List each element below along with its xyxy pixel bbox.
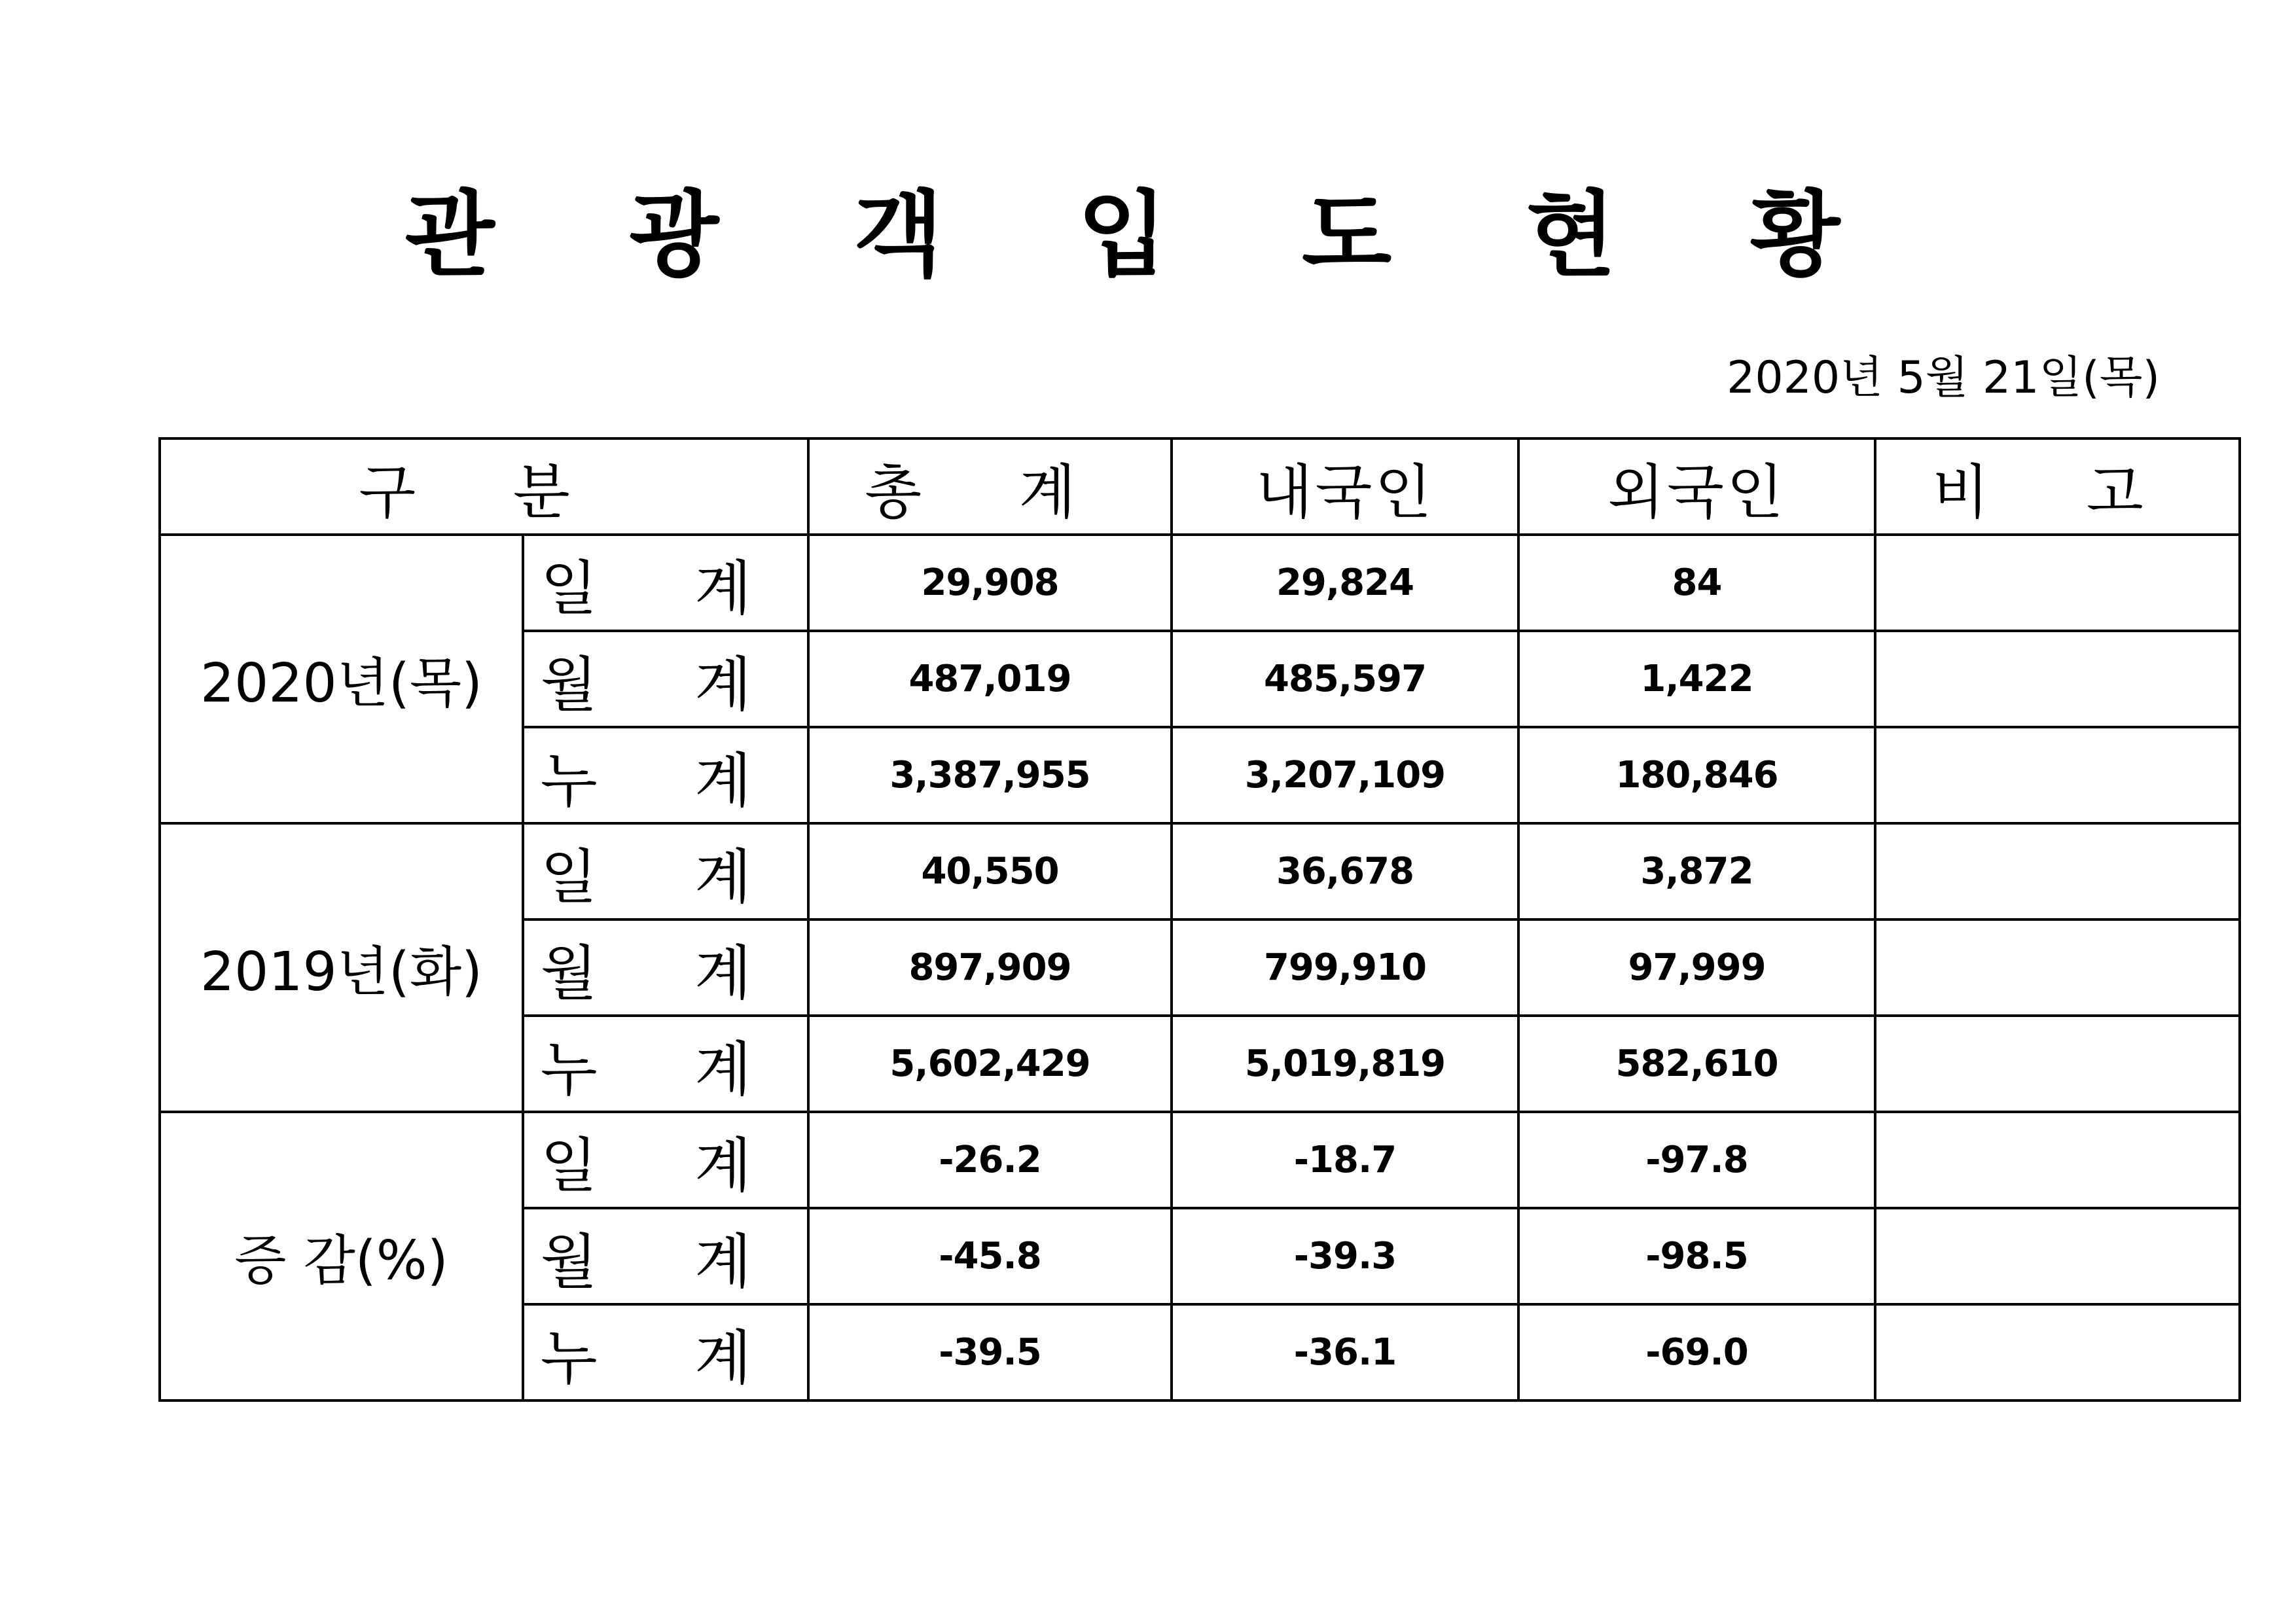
cell-domestic: 3,207,109 [1172,727,1518,823]
cell-domestic: -39.3 [1172,1208,1518,1304]
cell-domestic: 5,019,819 [1172,1016,1518,1112]
cell-domestic: -36.1 [1172,1304,1518,1400]
cell-domestic: 36,678 [1172,823,1518,919]
cell-remarks [1875,823,2240,919]
cell-remarks [1875,727,2240,823]
cell-foreign: 180,846 [1518,727,1875,823]
cell-domestic: 29,824 [1172,535,1518,631]
cell-domestic: -18.7 [1172,1112,1518,1208]
page-title: 관 광 객 입 도 현 황 [404,181,1892,289]
cell-total: -45.8 [808,1208,1172,1304]
cell-remarks [1875,1112,2240,1208]
cell-remarks [1875,631,2240,727]
cell-domestic: 485,597 [1172,631,1518,727]
group-label-change: 증 감(%) [160,1112,523,1400]
cell-remarks [1875,1016,2240,1112]
cell-total: 487,019 [808,631,1172,727]
header-total: 총 계 [808,438,1172,535]
table-row [160,535,2240,631]
cell-foreign: -69.0 [1518,1304,1875,1400]
cell-foreign: 97,999 [1518,919,1875,1016]
cell-domestic: 799,910 [1172,919,1518,1016]
row-label: 월 계 [523,631,808,727]
cell-total: 40,550 [808,823,1172,919]
row-label: 일 계 [523,535,808,631]
cell-foreign: 1,422 [1518,631,1875,727]
cell-total: -26.2 [808,1112,1172,1208]
table-header-row [160,438,2240,535]
cell-foreign: 84 [1518,535,1875,631]
cell-foreign: -98.5 [1518,1208,1875,1304]
report-date: 2020년 5월 21일(목) [1727,352,2160,404]
cell-total: 29,908 [808,535,1172,631]
row-label: 일 계 [523,823,808,919]
group-label-2019: 2019년(화) [160,823,523,1112]
cell-total: 897,909 [808,919,1172,1016]
header-foreign: 외국인 [1518,438,1875,535]
row-label: 누 계 [523,1304,808,1400]
group-label-2020: 2020년(목) [160,535,523,823]
cell-total: -39.5 [808,1304,1172,1400]
cell-remarks [1875,1208,2240,1304]
table-row [160,823,2240,919]
cell-total: 3,387,955 [808,727,1172,823]
row-label: 누 계 [523,1016,808,1112]
cell-foreign: 3,872 [1518,823,1875,919]
cell-remarks [1875,1304,2240,1400]
row-label: 월 계 [523,919,808,1016]
header-remarks: 비 고 [1875,438,2240,535]
cell-total: 5,602,429 [808,1016,1172,1112]
cell-foreign: 582,610 [1518,1016,1875,1112]
table-row [160,1112,2240,1208]
cell-foreign: -97.8 [1518,1112,1875,1208]
cell-remarks [1875,535,2240,631]
row-label: 월 계 [523,1208,808,1304]
cell-remarks [1875,919,2240,1016]
row-label: 누 계 [523,727,808,823]
tourist-arrivals-table [158,437,2241,1402]
header-category: 구 분 [160,438,808,535]
row-label: 일 계 [523,1112,808,1208]
header-domestic: 내국인 [1172,438,1518,535]
